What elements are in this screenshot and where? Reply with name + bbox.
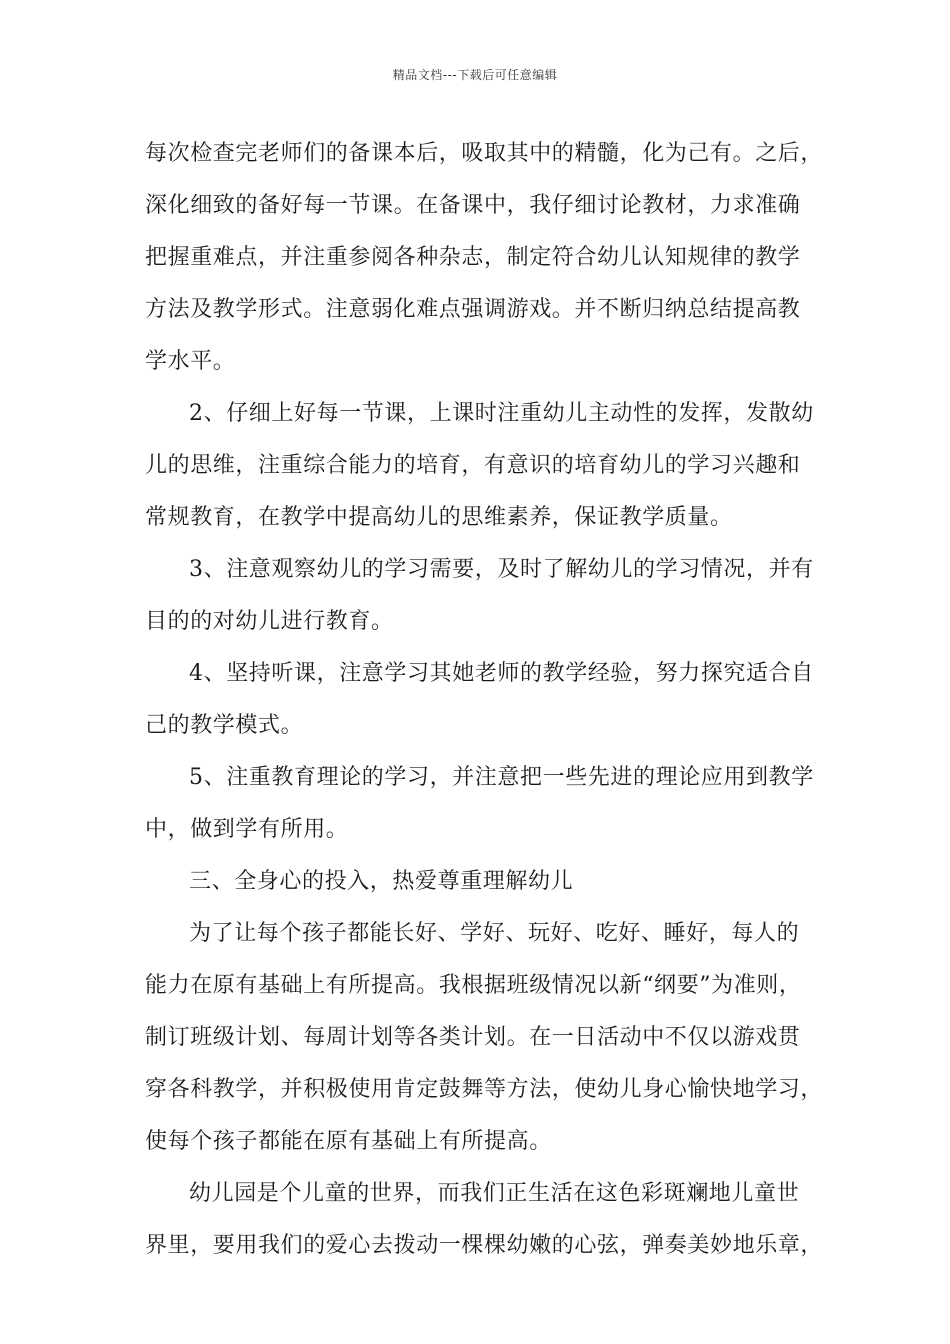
section-heading: 三、全身心的投入，热爱尊重理解幼儿 xyxy=(189,869,574,894)
text-line: 能力在原有基础上有所提高。我根据班级情况以新“纲要”为准则， xyxy=(145,973,802,998)
text-line: 2、仔细上好每一节课，上课时注重幼儿主动性的发挥，发散幼 xyxy=(189,401,814,426)
text-line: 儿的思维，注重综合能力的培育，有意识的培育幼儿的学习兴趣和 xyxy=(145,453,801,478)
page-header: 精品文档---下载后可任意编辑 xyxy=(392,68,558,82)
text-line: 把握重难点，并注重参阅各种杂志，制定符合幼儿认知规律的教学 xyxy=(145,245,801,270)
text-line: 学水平。 xyxy=(145,349,236,374)
text-line: 界里，要用我们的爱心去拨动一棵棵幼嫩的心弦，弹奏美妙地乐章， xyxy=(145,1233,824,1258)
text-line: 幼儿园是个儿童的世界，而我们正生活在这色彩斑斓地儿童世 xyxy=(189,1181,800,1206)
text-line: 己的教学模式。 xyxy=(145,713,304,738)
text-line: 每次检查完老师们的备课本后，吸取其中的精髓，化为己有。之后， xyxy=(145,141,824,166)
text-line: 3、注意观察幼儿的学习需要，及时了解幼儿的学习情况，并有 xyxy=(189,557,814,582)
text-line: 为了让每个孩子都能长好、学好、玩好、吃好、睡好，每人的 xyxy=(189,921,800,946)
text-line: 5、注重教育理论的学习，并注意把一些先进的理论应用到教学 xyxy=(189,765,814,790)
text-line: 常规教育，在教学中提高幼儿的思维素养，保证教学质量。 xyxy=(145,505,733,530)
text-line: 4、坚持听课，注意学习其她老师的教学经验，努力探究适合自 xyxy=(189,661,814,686)
text-line: 制订班级计划、每周计划等各类计划。在一日活动中不仅以游戏贯 xyxy=(145,1025,801,1050)
text-line: 穿各科教学，并积极使用肯定鼓舞等方法，使幼儿身心愉快地学习， xyxy=(145,1077,824,1102)
text-line: 深化细致的备好每一节课。在备课中，我仔细讨论教材，力求准确 xyxy=(145,193,801,218)
text-line: 使每个孩子都能在原有基础上有所提高。 xyxy=(145,1129,552,1154)
text-line: 中，做到学有所用。 xyxy=(145,817,349,842)
text-line: 方法及教学形式。注意弱化难点强调游戏。并不断归纳总结提高教 xyxy=(145,297,801,322)
text-line: 目的的对幼儿进行教育。 xyxy=(145,609,394,634)
document-body xyxy=(145,128,824,1272)
